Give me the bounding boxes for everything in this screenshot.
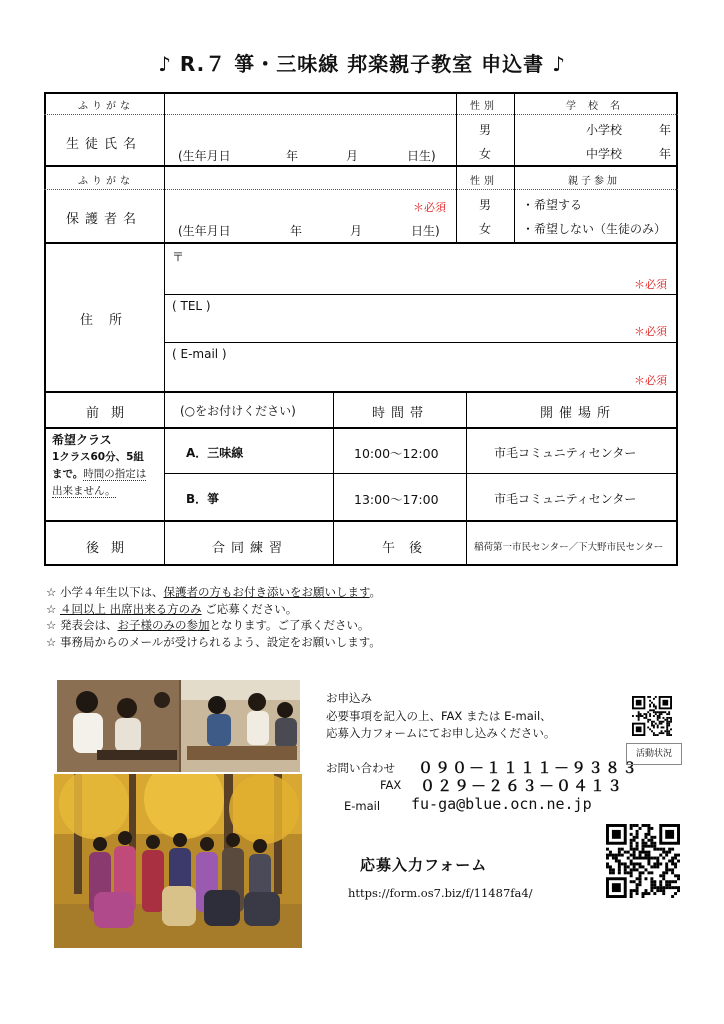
- student-name-label: 生徒氏名: [66, 137, 143, 152]
- email-field[interactable]: [165, 343, 677, 391]
- venue-header: 開催場所: [540, 406, 617, 421]
- address-label: 住所: [80, 313, 139, 328]
- participation-no-option[interactable]: ・希望しない（生徒のみ）: [522, 222, 667, 236]
- apply-line1: 必要事項を記入の上、FAX または E-mail、: [326, 709, 552, 723]
- group-photo: [54, 774, 302, 948]
- notes-list: [46, 584, 381, 650]
- student-gender-male[interactable]: 男: [479, 123, 492, 137]
- inquiry-label: お問い合わせ: [326, 761, 395, 775]
- required-mark-guardian: ＊必須: [413, 201, 446, 214]
- email-label: ( E-mail ): [172, 347, 227, 361]
- student-birth-day: 日生): [407, 149, 436, 163]
- class-note-line2b: 時間の指定は: [83, 468, 147, 480]
- fax-number: ０２９－２６３－０４１３: [420, 777, 625, 795]
- school-junior-high-grade: 年: [659, 147, 672, 161]
- joint-practice-label: 合同練習: [212, 541, 289, 556]
- phone-number[interactable]: ０９０－１１１１－９３８３: [418, 759, 640, 777]
- first-half-label: 前期: [86, 406, 137, 421]
- required-mark-tel: ＊必須: [634, 325, 667, 338]
- required-mark-email: ＊必須: [634, 374, 667, 387]
- student-birth-year: 年: [286, 149, 299, 163]
- gender-label-2: 性別: [470, 176, 498, 187]
- page-title: ♪ R.７ 箏・三味線 邦楽親子教室 申込書 ♪: [158, 52, 566, 76]
- second-half-label: 後期: [86, 541, 137, 556]
- school-elementary-grade: 年: [659, 123, 672, 137]
- furigana-label-2: ふりがな: [78, 176, 134, 187]
- school-name-label: 学校名: [566, 101, 632, 112]
- student-birth-month: 月: [346, 149, 359, 163]
- tel-field[interactable]: [165, 295, 677, 342]
- school-elementary[interactable]: 小学校: [586, 123, 623, 137]
- student-birth-label: (生年月日: [178, 149, 231, 163]
- application-form-qr-code[interactable]: [606, 824, 680, 898]
- address-field[interactable]: [165, 243, 677, 294]
- fax-label: FAX: [380, 778, 402, 792]
- class-a-venue: 市毛コミュニティセンター: [494, 446, 637, 460]
- activity-status-label: 活動状況: [626, 743, 682, 765]
- tel-label: ( TEL ): [172, 299, 211, 313]
- gender-label: 性別: [470, 101, 498, 112]
- class-note-line3: 出来ません。: [52, 485, 116, 497]
- guardian-name-label: 保護者名: [66, 212, 143, 227]
- guardian-birth-day: 日生): [411, 224, 440, 238]
- note-item: ☆ 発表会は、お子様のみの参加となります。ご了承ください。: [46, 618, 370, 632]
- class-b-label[interactable]: B．箏: [186, 492, 220, 506]
- class-note-line1: 1クラス60分、5組: [52, 451, 144, 463]
- form-heading: 応募入力フォーム: [360, 856, 488, 874]
- note-item: ☆ 事務局からのメールが受けられるよう、設定をお願いします。: [46, 634, 381, 649]
- class-b-venue: 市毛コミュニティセンター: [494, 492, 637, 506]
- guardian-birth-label: (生年月日: [178, 224, 231, 238]
- participation-yes-option[interactable]: ・希望する: [522, 198, 583, 212]
- lesson-photo: [57, 680, 300, 772]
- student-furigana-field[interactable]: [165, 93, 455, 114]
- postal-mark: 〒: [172, 250, 185, 264]
- class-note-line2a: まで。: [52, 468, 84, 480]
- note-item: ☆ ４回以上 出席出来る方のみ ご応募ください。: [46, 601, 298, 616]
- desired-class-title: 希望クラス: [52, 433, 112, 447]
- required-mark-address: ＊必須: [634, 278, 667, 291]
- class-a-label[interactable]: A．三味線: [186, 446, 244, 460]
- apply-line2: 応募入力フォームにてお申し込みください。: [326, 726, 556, 740]
- form-url[interactable]: https://form.os7.biz/f/11487fa4/: [348, 886, 533, 900]
- guardian-furigana-field[interactable]: [165, 166, 455, 189]
- guardian-gender-female[interactable]: 女: [479, 222, 492, 236]
- afternoon-label: 午後: [382, 541, 437, 556]
- apply-heading: お申込み: [326, 691, 372, 705]
- class-a-time: 10:00～12:00: [354, 446, 439, 461]
- email-contact-label: E-mail: [344, 799, 381, 813]
- furigana-label: ふりがな: [78, 101, 134, 112]
- desired-class-note: [52, 432, 162, 500]
- email-address[interactable]: fu-ga@blue.ocn.ne.jp: [411, 795, 592, 813]
- time-slot-header: 時間帯: [372, 406, 430, 421]
- guardian-gender-male[interactable]: 男: [479, 198, 492, 212]
- school-junior-high[interactable]: 中学校: [586, 147, 623, 161]
- student-gender-female[interactable]: 女: [479, 147, 492, 161]
- class-b-time: 13:00～17:00: [354, 492, 439, 507]
- circle-note: (○をお付けください): [180, 404, 296, 418]
- second-half-venue: 稲荷第一市民センター／下大野市民センター: [474, 542, 664, 553]
- guardian-birth-month: 月: [350, 224, 363, 238]
- guardian-birth-year: 年: [290, 224, 303, 238]
- parent-participation-label: 親子参加: [568, 176, 620, 187]
- activity-qr-code[interactable]: [632, 696, 672, 736]
- note-item: ☆ 小学４年生以下は、保護者の方もお付き添いをお願いします。: [46, 585, 382, 599]
